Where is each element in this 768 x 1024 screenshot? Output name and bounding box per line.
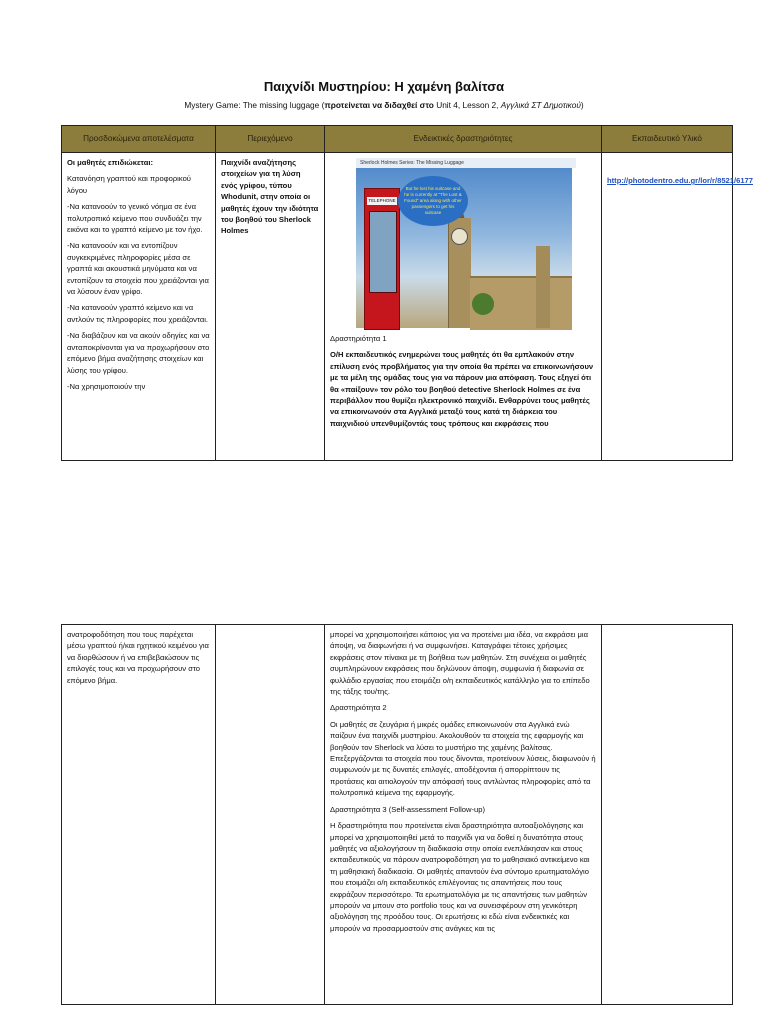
- activities-cell: [325, 625, 602, 1005]
- content-cell: [216, 153, 325, 461]
- header-row: [62, 126, 733, 153]
- outcome-text: -Να κατανοούν γραπτό κείμενο και να αντλούν τις πληροφορίες που χρειάζονται.: [67, 303, 209, 324]
- outcomes-cell: [62, 625, 216, 1005]
- subtitle-part: Unit 4, Lesson 2,: [433, 100, 501, 110]
- activity-text: Ο/Η εκπαιδευτικός ενημερώνει τους μαθητές ότι θα εμπλακούν στην επίλυση ενός προβλήματος για την οποία θα πρέπει να επικοινωνήσουν με τα μέλη της ομάδας τους για να πάρουν μια απόφαση. Τους εξηγεί ότι θα «παίξουν» τον ρόλο του βοηθού detective Sherlock Holmes σε ένα περιβάλλον που θυμίζει ηλεκτρονικό παιχνίδι. Ενθαρρύνει τους μαθητές να επικοινωνούν στα Αγγλικά μεταξύ τους κατά τη διάρκεια του παιχνιδιού υπενθυμίζοντάς τους τρόπους και εκφράσεις που: [330, 350, 594, 428]
- material-cell: [602, 625, 733, 1005]
- outcome-text: Κατανόηση γραπτού και προφορικού λόγου: [67, 174, 191, 195]
- booth-window: [369, 211, 397, 293]
- header-activities: Ενδεικτικές δραστηριότητες: [325, 126, 602, 153]
- lesson-table-page2: [61, 624, 733, 1005]
- outcomes-cell: [62, 153, 216, 461]
- header-material: Εκπαιδευτικό Υλικό: [602, 126, 733, 153]
- tree: [472, 293, 494, 315]
- subtitle-italic: Αγγλικά ΣΤ Δημοτικού: [500, 100, 581, 110]
- photodentro-link[interactable]: http://photodentro.edu.gr/lor/r/8521/6177: [607, 176, 753, 185]
- subtitle-part: Mystery Game: The missing luggage (: [184, 100, 325, 110]
- subtitle-part: ): [580, 100, 584, 110]
- sherlock-game-screenshot: [356, 158, 572, 328]
- outcome-text: -Να διαβάζουν και να ακούν οδηγίες και να ανταποκρίνονται για να προχωρήσουν στο επόμενο βήμα αναζήτησης στοιχείων και λύσης του γρίφου.: [67, 331, 210, 375]
- activities-cell: [325, 153, 602, 461]
- activity-text: μπορεί να χρησιμοποιήσει κάποιος για να προτείνει μια ιδέα, να εκφράσει μια άποψη, να διαφωνήσει ή να συμφωνήσει. Καταγράφει τέτοιες χρήσιμες εκφράσεις στον πίνακα με τη βοήθεια των μαθητών. Στη συνέχεια οι μαθητές συμπληρώνουν εκφράσεις που δηλώνουν άποψη, συμφωνία ή διαφωνία σε φυλλάδιο εργασίας που ετοιμάζει ο/η εκπαιδευτικός κατάλληλο για το επίπεδο της τάξης του/της.: [330, 630, 590, 697]
- activity-text: Οι μαθητές σε ζευγάρια ή μικρές ομάδες επικοινωνούν στα Αγγλικά ενώ παίζουν ένα παιχνίδι μυστηρίου. Ακολουθούν τα στοιχεία της εφαρμογής και βοηθούν τον Sherlock να λύσει το μυστήριο της χαμένης βαλίτσας. Επεξεργάζονται τα στοιχεία που τους δίνονται, προτείνουν λύσεις, διαφωνούν ή συμφωνούν με τις δυνατές επιλογές, αποδέχονται ή απορρίπτουν τις προτάσεις και αιτιολογούν την απόφασή τους αντλώντας πληροφορίες από τα πολυτροπικά κείμενα της εφαρμογής.: [330, 719, 596, 798]
- table-row: [62, 153, 733, 461]
- outcome-text: Οι μαθητές επιδιώκεται:: [67, 158, 154, 167]
- table-row: [62, 625, 733, 1005]
- header-outcomes: Προσδοκώμενα αποτελέσματα: [62, 126, 216, 153]
- activity-text: Η δραστηριότητα που προτείνεται είναι δραστηριότητα αυτοαξιολόγησης και μπορεί να χρησιμοποιηθεί μετά το παιχνίδι για να δοθεί η δυνατότητα στους μαθητές να αξιολογήσουν τη διαδικασία στην οποία ενεπλάκησαν και στους εκπαιδευτικούς να πάρουν ανατροφοδότηση για το μαθησιακό αντικείμενο και τη μαθησιακή διαδικασία. Οι μαθητές απαντούν ένα σύντομο ερωτηματολόγιο που ετοιμάζει ο/η εκπαιδευτικός επιλέγοντας τις απαντήσεις που τους εκφράζουν περισσότερο. Τα ερωτηματολόγια με τις απαντήσεις των μαθητών μπορούν να μπουν στο portfolio τους και να συνεισφέρουν στη γενικότερη αξιολόγηση της προόδου τους. Οι ερωτήσεις κι εδώ είναι ενδεικτικές και μπορούν να προσαρμοστούν στις ανάγκες και τις: [330, 821, 590, 933]
- activity-heading: Δραστηριότητα 3 (Self-assessment Follow-up): [330, 804, 485, 814]
- outcome-text: -Να χρησιμοποιούν την: [67, 381, 146, 391]
- clock-face: [451, 228, 468, 245]
- document-title: Παιχνίδι Μυστηρίου: Η χαμένη βαλίτσα: [263, 79, 505, 94]
- parliament-tower: [536, 246, 550, 328]
- document-subtitle: [0, 100, 768, 110]
- material-cell: [602, 153, 753, 461]
- telephone-sign: TELEPHONE: [368, 198, 396, 203]
- subtitle-bold: προτείνεται να διδαχθεί στο: [324, 100, 434, 110]
- telephone-booth: [364, 188, 400, 330]
- activity-heading: Δραστηριότητα 1: [330, 334, 387, 343]
- image-caption: Sherlock Holmes Series: The Missing Luggage: [356, 158, 576, 168]
- outcome-text: ανατροφοδότηση που τους παρέχεται μέσω γραπτού ή/και ηχητικού κειμένου για να διορθώσουν ή να επιβεβαιώσουν τις επιλογές τους και να προχωρήσουν στο επόμενο βήμα.: [67, 630, 209, 685]
- outcome-text: -Να κατανοούν το γενικό νόημα σε ένα πολυτροπικό κείμενο που συνδυάζει την εικόνα και το γραπτό κείμενο με τον ήχο.: [67, 202, 203, 235]
- lesson-table-page1: [61, 125, 753, 461]
- content-cell: [216, 625, 325, 1005]
- activity-heading: Δραστηριότητα 2: [330, 703, 387, 713]
- outcome-text: -Να κατανοούν και να εντοπίζουν συγκεκριμένες πληροφορίες μέσα σε γραπτά και ακουστικά μηνύματα και να εντοπίζουν τα στοιχεία που χρειάζονται για να λύσουν έναν γρίφο.: [67, 241, 209, 297]
- content-text: Παιχνίδι αναζήτησης στοιχείων για τη λύση ενός γρίφου, τύπου Whodunit, στην οποία οι μαθητές έχουν την ιδιότητα του βοηθού του Sherlock Holmes: [221, 158, 319, 236]
- header-content: Περιεχόμενο: [216, 126, 325, 153]
- speech-bubble: But he lost his suitcase and he is currently at "The Lost & Found" area along with other passengers to get his suitcase: [398, 176, 468, 226]
